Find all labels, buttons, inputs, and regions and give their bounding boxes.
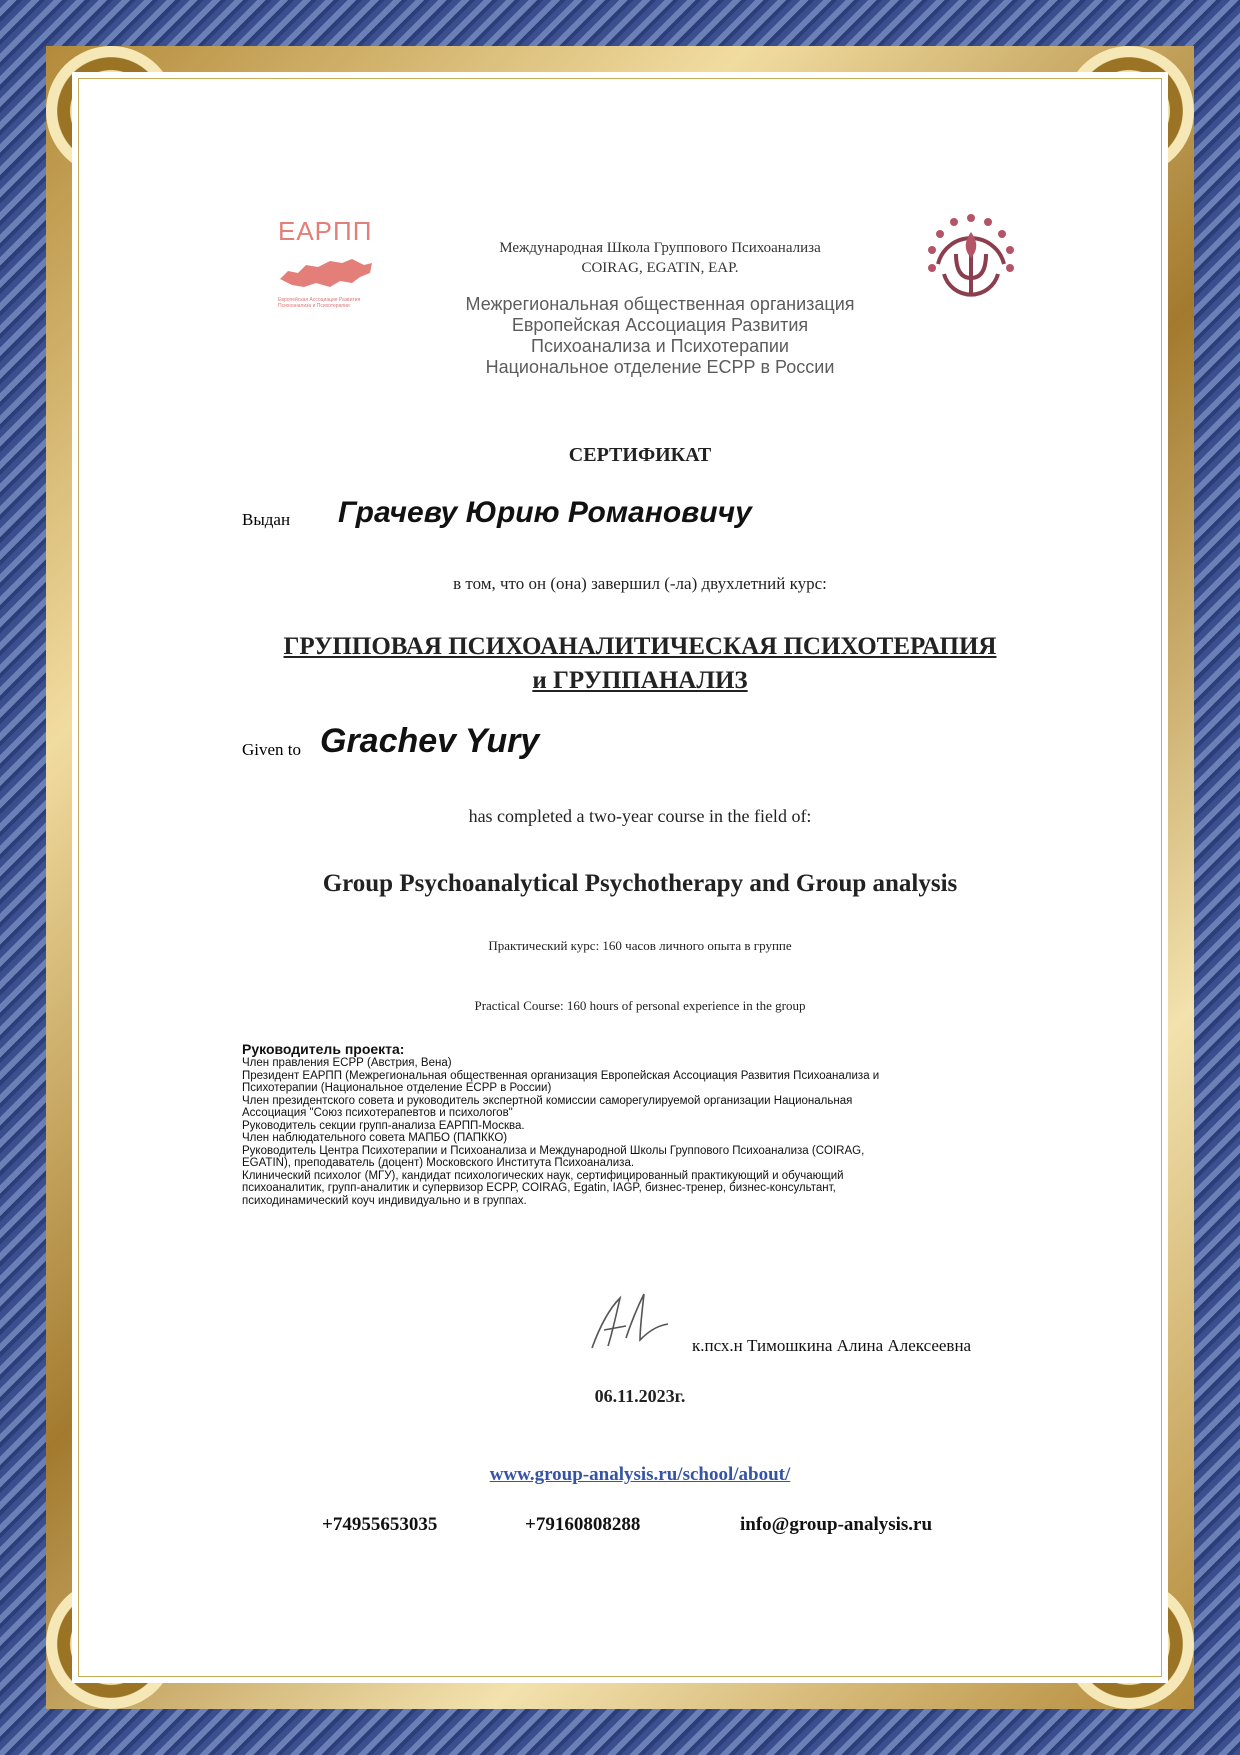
website-link[interactable]: www.group-analysis.ru/school/about/	[489, 1464, 791, 1485]
earpp-logo	[278, 216, 378, 322]
course-name-ru-line1: ГРУППОВАЯ ПСИХОАНАЛИТИЧЕСКАЯ ПСИХОТЕРАПИЯ	[283, 633, 997, 660]
given-label: Given to	[242, 740, 302, 759]
phone-2: +79160808288	[525, 1514, 641, 1535]
practical-course-en: Practical Course: 160 hours of personal experience in the group	[474, 998, 806, 1013]
course-intro-ru: в том, что он (она) завершил (-ла) двухлетний курс:	[453, 574, 827, 593]
psi-emblem-icon	[916, 208, 1026, 308]
certificate-title: СЕРТИФИКАТ	[568, 444, 712, 466]
leader-line: Руководитель Центра Психотерапии и Психоанализа и Международной Школы Группового Психоанализа (COIRAG,	[242, 1144, 865, 1157]
earpp-logo-subtext: Европейская Ассоциация Развития Психоанализа и Психотерапии	[278, 297, 361, 309]
leader-line: EGATIN), преподаватель (доцент) Московского Института Психоанализа.	[242, 1157, 635, 1169]
recipient-name-en: Grachev Yury	[320, 722, 540, 760]
russia-map-icon	[278, 253, 374, 293]
leader-title: Руководитель проекта:	[242, 1041, 405, 1057]
issue-date: 06.11.2023г.	[594, 1386, 686, 1406]
organization-header	[380, 294, 940, 378]
org-line: Национальное отделение ЕСРР в России	[485, 357, 835, 377]
recipient-name-ru: Грачеву Юрию Романовичу	[338, 496, 752, 529]
leader-line: Член президентского совета и руководитель экспертной комиссии саморегулируемой организации Национальная	[242, 1094, 853, 1107]
leader-line: Член наблюдательного совета МАПБО (ПАПККО)	[242, 1132, 508, 1144]
issued-label: Выдан	[242, 510, 291, 529]
earpp-logo-text: ЕАРПП	[278, 216, 373, 246]
phone-1: +74955653035	[322, 1514, 438, 1535]
course-name-ru	[230, 630, 1050, 698]
leader-line: психодинамический коуч индивидуально и в группах.	[242, 1194, 527, 1207]
course-intro-en: has completed a two-year course in the field of:	[468, 806, 812, 826]
school-line1: Международная Школа Группового Психоанализа	[499, 240, 821, 256]
org-line: Психоанализа и Психотерапии	[531, 336, 789, 356]
leader-line: Руководитель секции групп-анализа ЕАРПП-Москва.	[242, 1119, 525, 1132]
course-name-ru-line2: и ГРУППАНАЛИЗ	[532, 667, 748, 694]
school-line2: COIRAG, EGATIN, EAP.	[581, 260, 739, 276]
org-line: Межрегиональная общественная организация	[465, 294, 855, 314]
handwritten-signature	[586, 1286, 672, 1356]
course-name-en: Group Psychoanalytical Psychotherapy and Group analysis	[322, 870, 958, 897]
signer-name: к.псх.н Тимошкина Алина Алексеевна	[692, 1336, 972, 1355]
project-leader-block	[242, 1042, 1022, 1207]
practical-course-ru: Практический курс: 160 часов личного опыта в группе	[488, 938, 792, 953]
leader-line: Ассоциация "Союз психотерапевтов и психологов"	[242, 1107, 513, 1119]
org-line: Европейская Ассоциация Развития	[511, 315, 809, 335]
leader-line: Президент ЕАРПП (Межрегиональная общественная организация Европейская Ассоциация Развития Психоанализа и	[242, 1069, 880, 1082]
leader-line: Психотерапии (Национальное отделение ЕСРР в России)	[242, 1082, 552, 1094]
leader-line: Клинический психолог (МГУ), кандидат психологических наук, сертифицированный практикующий и обучающий	[242, 1169, 844, 1182]
leader-line: Член правления ЕСРР (Австрия, Вена)	[242, 1057, 452, 1069]
leader-line: психоаналитик, групп-аналитик и супервизор ЕСРР, COIRAG, Egatin, IAGP, бизнес-тренер, бизнес-консультант,	[242, 1182, 836, 1194]
school-header	[380, 238, 940, 278]
email-contact: info@group-analysis.ru	[740, 1514, 933, 1535]
